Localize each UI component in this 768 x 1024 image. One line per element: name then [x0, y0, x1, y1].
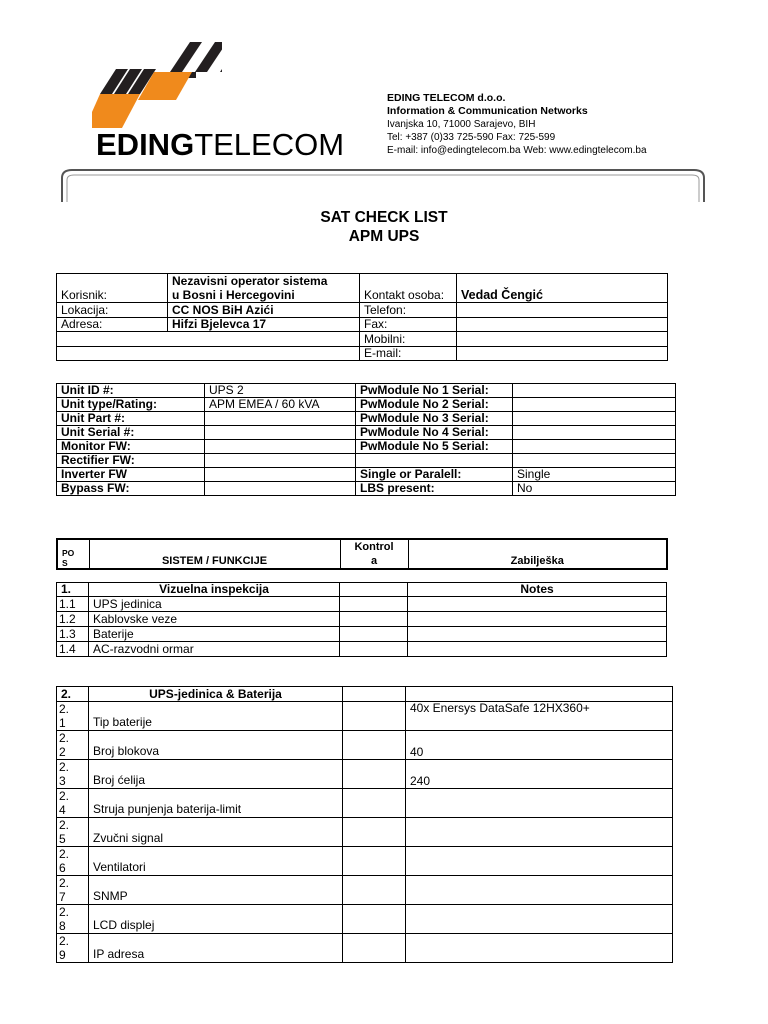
- row-kontrola: [343, 731, 406, 760]
- table-row: [57, 627, 667, 642]
- unit-row: [57, 426, 676, 440]
- row-number: [57, 876, 89, 905]
- row-kontrola: [343, 847, 406, 876]
- pos-header-table: [56, 538, 668, 570]
- row-zabiljeska: [406, 847, 673, 876]
- mobilni-value: [457, 332, 668, 347]
- section1-notes: Notes: [408, 583, 667, 597]
- row-number-line1: 2.: [59, 818, 70, 832]
- kontakt-label: Kontakt osoba:: [360, 274, 457, 303]
- sistem-header: SISTEM / FUNKCIJE: [89, 539, 340, 569]
- section2-notes: [406, 687, 673, 702]
- row-zabiljeska: [406, 876, 673, 905]
- company-phone: Tel: +387 (0)33 725-590 Fax: 725-599: [387, 132, 556, 143]
- row-number-line1: 2.: [59, 789, 70, 803]
- row-item: Baterije: [89, 627, 340, 642]
- row-number: 1.2: [57, 612, 89, 627]
- kontrola-header: [340, 539, 408, 569]
- module-value: [513, 412, 676, 426]
- korisnik-value: [168, 274, 360, 303]
- row-kontrola: [343, 760, 406, 789]
- module-label: PwModule No 2 Serial:: [356, 398, 513, 412]
- module-value: [513, 426, 676, 440]
- row-item: Zvučni signal: [89, 818, 343, 847]
- row-item: Kablovske veze: [89, 612, 340, 627]
- korisnik-value-line2: u Bosni i Hercegovini: [172, 288, 295, 302]
- zabiljeska-header: Zabilješka: [408, 539, 667, 569]
- pos-header-cell: [57, 539, 89, 569]
- row-number: [57, 760, 89, 789]
- row-kontrola: [343, 702, 406, 731]
- telefon-value: [457, 303, 668, 318]
- unit-value: [205, 412, 356, 426]
- row-item: IP adresa: [89, 934, 343, 963]
- company-address: Ivanjska 10, 71000 Sarajevo, BIH: [387, 119, 536, 130]
- fax-label: Fax:: [360, 318, 457, 332]
- row-zabiljeska: [408, 612, 667, 627]
- row-number-line2: 9: [59, 948, 66, 962]
- module-value: [513, 440, 676, 454]
- row-zabiljeska: [406, 905, 673, 934]
- row-number-line1: 2.: [59, 702, 70, 716]
- table-row: [57, 934, 673, 963]
- row-number-line2: 3: [59, 774, 66, 788]
- blank-cell: [57, 332, 360, 347]
- company-contact: E-mail: info@edingtelecom.ba Web: www.edingtelecom.ba: [387, 145, 647, 156]
- row-number: [57, 905, 89, 934]
- unit-label: Unit Part #:: [57, 412, 205, 426]
- row-item: AC-razvodni ormar: [89, 642, 340, 657]
- unit-label: Monitor FW:: [57, 440, 205, 454]
- module-value: Single: [513, 468, 676, 482]
- pos-label-line1: PO: [62, 548, 75, 558]
- row-number-line2: 5: [59, 832, 66, 846]
- unit-row: [57, 468, 676, 482]
- table-row: [57, 876, 673, 905]
- title-line-1: SAT CHECK LIST: [320, 209, 448, 226]
- row-zabiljeska: 40: [406, 731, 673, 760]
- unit-label: Unit ID #:: [57, 384, 205, 398]
- row-zabiljeska: [408, 627, 667, 642]
- row-number: 1.3: [57, 627, 89, 642]
- row-number-line1: 2.: [59, 731, 70, 745]
- kontrola-line1: Kontrol: [354, 541, 394, 553]
- fax-value: [457, 318, 668, 332]
- table-row: [57, 905, 673, 934]
- unit-value: [205, 426, 356, 440]
- row-kontrola: [343, 789, 406, 818]
- row-zabiljeska: 240: [406, 760, 673, 789]
- row-number: [57, 702, 89, 731]
- section2-title: UPS-jedinica & Baterija: [89, 687, 343, 702]
- page-title: [0, 208, 768, 246]
- header-divider: [58, 164, 708, 204]
- client-table: [56, 273, 668, 361]
- blank-cell: [57, 347, 360, 361]
- section2-table: [56, 686, 673, 963]
- row-kontrola: [340, 642, 408, 657]
- unit-value: APM EMEA / 60 kVA: [205, 398, 356, 412]
- email-label: E-mail:: [360, 347, 457, 361]
- row-number-line2: 1: [59, 716, 66, 730]
- module-label: PwModule No 1 Serial:: [356, 384, 513, 398]
- row-item: Struja punjenja baterija-limit: [89, 789, 343, 818]
- row-number: [57, 847, 89, 876]
- row-number: 1.4: [57, 642, 89, 657]
- module-label: Single or Paralell:: [356, 468, 513, 482]
- row-number-line2: 8: [59, 919, 66, 933]
- section1-kontrola: [340, 583, 408, 597]
- section1-table: [56, 582, 667, 657]
- row-number-line1: 2.: [59, 905, 70, 919]
- row-number: [57, 789, 89, 818]
- email-value: [457, 347, 668, 361]
- module-value: [513, 398, 676, 412]
- unit-label: Bypass FW:: [57, 482, 205, 496]
- row-item: Broj ćelija: [89, 760, 343, 789]
- mobilni-label: Mobilni:: [360, 332, 457, 347]
- row-kontrola: [340, 597, 408, 612]
- row-zabiljeska: [408, 642, 667, 657]
- module-value: [513, 384, 676, 398]
- company-name: EDING TELECOM d.o.o.: [387, 92, 506, 104]
- module-value: [513, 454, 676, 468]
- row-number-line1: 2.: [59, 934, 70, 948]
- module-label: LBS present:: [356, 482, 513, 496]
- row-zabiljeska: [408, 597, 667, 612]
- row-number: [57, 934, 89, 963]
- row-number-line2: 4: [59, 803, 66, 817]
- table-row: [57, 731, 673, 760]
- table-row: [57, 642, 667, 657]
- logo-brand-light: TELECOM: [194, 127, 345, 162]
- row-number-line1: 2.: [59, 876, 70, 890]
- telefon-label: Telefon:: [360, 303, 457, 318]
- unit-row: [57, 384, 676, 398]
- row-number: [57, 731, 89, 760]
- table-row: [57, 818, 673, 847]
- row-item: LCD displej: [89, 905, 343, 934]
- row-zabiljeska: [406, 818, 673, 847]
- company-info: [387, 92, 647, 157]
- row-kontrola: [343, 876, 406, 905]
- row-zabiljeska: [406, 789, 673, 818]
- unit-value: [205, 440, 356, 454]
- logo-wordmark: [96, 127, 344, 163]
- row-number-line1: 2.: [59, 760, 70, 774]
- row-number: [57, 818, 89, 847]
- unit-value: UPS 2: [205, 384, 356, 398]
- pos-label-line2: S: [62, 558, 68, 568]
- title-line-2: APM UPS: [348, 228, 420, 245]
- row-item: UPS jedinica: [89, 597, 340, 612]
- row-number-line1: 2.: [59, 847, 70, 861]
- company-logo-icon: [92, 42, 222, 132]
- unit-label: Rectifier FW:: [57, 454, 205, 468]
- module-label: PwModule No 5 Serial:: [356, 440, 513, 454]
- unit-table: [56, 383, 676, 496]
- row-item: SNMP: [89, 876, 343, 905]
- row-number-line2: 6: [59, 861, 66, 875]
- module-label: [356, 454, 513, 468]
- unit-row: [57, 412, 676, 426]
- unit-label: Unit Serial #:: [57, 426, 205, 440]
- module-label: PwModule No 4 Serial:: [356, 426, 513, 440]
- row-kontrola: [343, 818, 406, 847]
- row-zabiljeska: 40x Enersys DataSafe 12HX360+: [406, 702, 673, 731]
- table-row: [57, 597, 667, 612]
- adresa-label: Adresa:: [57, 318, 168, 332]
- section2-number: 2.: [57, 687, 89, 702]
- row-kontrola: [343, 934, 406, 963]
- unit-value: [205, 468, 356, 482]
- row-item: Tip baterije: [89, 702, 343, 731]
- unit-row: [57, 482, 676, 496]
- section1-number: 1.: [57, 583, 89, 597]
- module-label: PwModule No 3 Serial:: [356, 412, 513, 426]
- unit-label: Inverter FW: [57, 468, 205, 482]
- section2-kontrola: [343, 687, 406, 702]
- row-kontrola: [340, 627, 408, 642]
- row-kontrola: [343, 905, 406, 934]
- company-tagline: Information & Communication Networks: [387, 105, 588, 117]
- table-row: [57, 789, 673, 818]
- table-row: [57, 847, 673, 876]
- lokacija-value: CC NOS BiH Azići: [168, 303, 360, 318]
- table-row: [57, 702, 673, 731]
- row-item: Ventilatori: [89, 847, 343, 876]
- table-row: [57, 612, 667, 627]
- korisnik-label: Korisnik:: [57, 274, 168, 303]
- unit-label: Unit type/Rating:: [57, 398, 205, 412]
- logo-brand-bold: EDING: [96, 127, 195, 162]
- lokacija-label: Lokacija:: [57, 303, 168, 318]
- kontakt-value: Vedad Čengić: [457, 274, 668, 303]
- adresa-value: Hifzi Bjelevca 17: [168, 318, 360, 332]
- row-item: Broj blokova: [89, 731, 343, 760]
- unit-row: [57, 440, 676, 454]
- row-kontrola: [340, 612, 408, 627]
- unit-row: [57, 454, 676, 468]
- row-number-line2: 7: [59, 890, 66, 904]
- section1-title: Vizuelna inspekcija: [89, 583, 340, 597]
- row-number-line2: 2: [59, 745, 66, 759]
- korisnik-value-line1: Nezavisni operator sistema: [172, 274, 328, 288]
- module-value: No: [513, 482, 676, 496]
- unit-value: [205, 482, 356, 496]
- kontrola-line2: a: [370, 555, 378, 567]
- table-row: [57, 760, 673, 789]
- unit-row: [57, 398, 676, 412]
- row-number: 1.1: [57, 597, 89, 612]
- unit-value: [205, 454, 356, 468]
- row-zabiljeska: [406, 934, 673, 963]
